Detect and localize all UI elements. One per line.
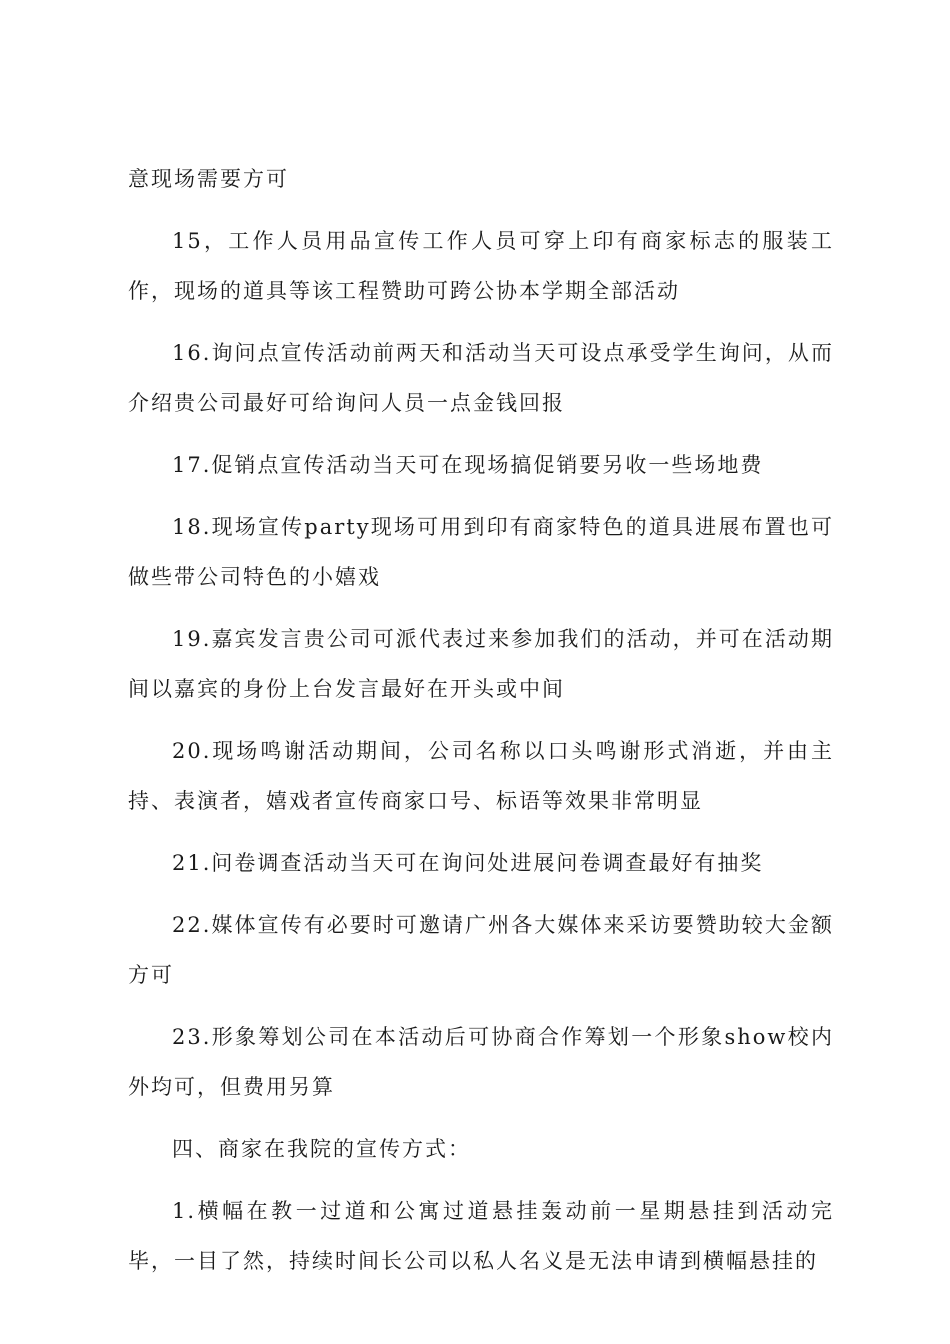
- paragraph: 15，工作人员用品宣传工作人员可穿上印有商家标志的服装工作，现场的道具等该工程赞助可跨公协本学期全部活动: [128, 229, 834, 303]
- paragraph: 18.现场宣传party现场可用到印有商家特色的道具进展布置也可做些带公司特色的小嬉戏: [128, 515, 834, 589]
- document-body: [128, 154, 834, 1298]
- paragraph: 1.横幅在教一过道和公寓过道悬挂轰动前一星期悬挂到活动完毕，一目了然，持续时间长公司以私人名义是无法申请到横幅悬挂的: [128, 1199, 834, 1273]
- paragraph: 意现场需要方可: [128, 167, 289, 191]
- paragraph: 23.形象筹划公司在本活动后可协商合作筹划一个形象show校内外均可，但费用另算: [128, 1025, 834, 1099]
- paragraph: 20.现场鸣谢活动期间，公司名称以口头鸣谢形式消逝，并由主持、表演者，嬉戏者宣传商家口号、标语等效果非常明显: [128, 739, 834, 813]
- paragraph: 19.嘉宾发言贵公司可派代表过来参加我们的活动，并可在活动期间以嘉宾的身份上台发言最好在开头或中间: [128, 627, 834, 701]
- section-heading: 四、商家在我院的宣传方式：: [172, 1137, 471, 1161]
- paragraph: 22.媒体宣传有必要时可邀请广州各大媒体来采访要赞助较大金额方可: [128, 913, 834, 987]
- paragraph: 21.问卷调查活动当天可在询问处进展问卷调查最好有抽奖: [172, 851, 764, 875]
- paragraph: 17.促销点宣传活动当天可在现场搞促销要另收一些场地费: [172, 453, 764, 477]
- paragraph: 16.询问点宣传活动前两天和活动当天可设点承受学生询问，从而介绍贵公司最好可给询问人员一点金钱回报: [128, 341, 834, 415]
